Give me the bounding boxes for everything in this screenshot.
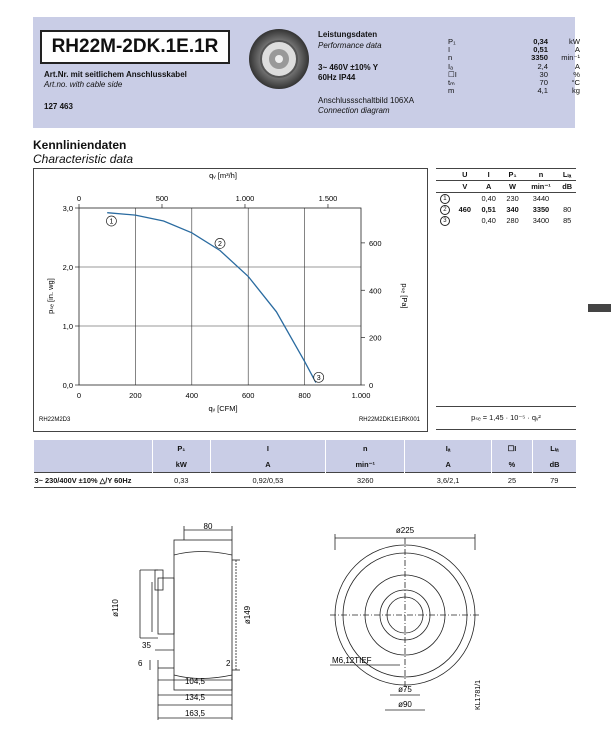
x2-tick-label: 500 xyxy=(155,194,169,203)
spec-sym: tₘ xyxy=(448,78,455,88)
fan-side-outline xyxy=(174,540,232,690)
artnr-de: Art.Nr. mit seitlichem Anschlusskabel xyxy=(44,70,187,79)
y-axis-label: pₛₑ [in. wg] xyxy=(46,278,55,314)
y-tick-label: 1,0 xyxy=(62,322,73,331)
operating-point-label: 1 xyxy=(109,218,114,226)
op-head-u: U xyxy=(462,170,468,179)
elec-unit: dB xyxy=(533,456,577,473)
op-head-i: I xyxy=(487,170,490,179)
cell: 0,40 xyxy=(481,194,496,203)
chart-grid xyxy=(79,208,361,385)
elec-head: Lₗₐ xyxy=(533,440,577,456)
spec-unit: kg xyxy=(571,86,580,96)
characteristic-chart xyxy=(33,168,427,430)
x-tick-label: 400 xyxy=(185,391,199,400)
dim-2: 2 xyxy=(226,659,231,668)
cell: 280 xyxy=(506,216,519,225)
cell: 0,33 xyxy=(153,473,211,488)
point-marker: 1 xyxy=(440,194,450,204)
cell: 230 xyxy=(506,194,519,203)
dim-d75: ø75 xyxy=(398,685,412,694)
cell: 0,40 xyxy=(481,216,496,225)
elec-unit xyxy=(34,456,153,473)
conn-en: Connection diagram xyxy=(318,106,390,115)
cell xyxy=(454,215,476,226)
spec-val: 30 xyxy=(539,69,548,79)
spec-val: 3350 xyxy=(531,53,548,63)
spec-row xyxy=(448,79,580,87)
cell: 3,6/2,1 xyxy=(405,473,492,488)
spec-val: 0,51 xyxy=(533,45,548,55)
perf-en: Performance data xyxy=(318,41,382,50)
dimension-drawing xyxy=(100,520,500,725)
section-title-de: Kennliniendaten xyxy=(33,138,127,152)
elec-unit: kW xyxy=(153,456,211,473)
y2-tick-label: 600 xyxy=(369,238,382,248)
table-row xyxy=(436,193,576,205)
spec-sym: ☐I xyxy=(448,69,457,79)
x-tick-label: 1.000 xyxy=(351,391,371,400)
point-marker: 3 xyxy=(440,216,450,226)
operating-point-label: 2 xyxy=(218,241,222,248)
cell: 3350 xyxy=(532,205,550,214)
spec-list xyxy=(448,38,580,95)
cell: 0,92/0,53 xyxy=(210,473,325,488)
elec-unit: % xyxy=(491,456,532,473)
x-tick-label: 600 xyxy=(241,391,255,400)
dim-d110: ø110 xyxy=(111,599,120,617)
x-tick-label: 800 xyxy=(298,391,311,400)
plot-area xyxy=(79,208,361,385)
op-head-l: Lₗₐ xyxy=(562,170,572,179)
spec-val: 2,4 xyxy=(537,61,548,71)
table-row xyxy=(436,204,576,215)
cell: 3~ 230/400V ±10% △/Y 60Hz xyxy=(34,473,153,488)
y-tick-label: 3,0 xyxy=(62,204,73,213)
elec-unit: A xyxy=(210,456,325,473)
cell xyxy=(558,193,576,205)
op-unit-n: min⁻¹ xyxy=(531,182,551,191)
dim-thread: M6,12TIEF xyxy=(332,656,372,665)
spec-unit: % xyxy=(573,69,580,79)
conn-de: Anschlussschaltbild 106XA xyxy=(318,96,415,105)
model-title: RH22M-2DK.1E.1R xyxy=(40,30,230,64)
op-unit-u: V xyxy=(462,182,468,191)
op-head-n: n xyxy=(538,170,544,179)
spec-row xyxy=(448,87,580,95)
op-unit-p: W xyxy=(509,182,517,191)
elec-head: ☐I xyxy=(491,440,532,456)
x2-axis-label: qᵥ [m³/h] xyxy=(209,171,237,180)
spec-val: 0,34 xyxy=(533,37,548,46)
op-unit-l: dB xyxy=(562,182,573,191)
x-tick-label: 200 xyxy=(129,391,142,400)
chart-footer-right: RH22M2DK1E1RK001 xyxy=(358,417,420,423)
motor-outline xyxy=(158,578,174,634)
cell: 85 xyxy=(563,216,572,225)
spec-val: 70 xyxy=(539,78,548,88)
perf-de: Leistungsdaten xyxy=(318,30,378,39)
dim-d90: ø90 xyxy=(398,700,412,709)
elec-head xyxy=(34,440,153,456)
dim-35: 35 xyxy=(142,641,151,650)
elec-head: n xyxy=(326,440,405,456)
spec-unit: °C xyxy=(571,78,580,88)
spec-sym: Iₐ xyxy=(448,61,453,71)
x2-tick-label: 1.500 xyxy=(318,194,338,203)
series-curve xyxy=(107,213,316,383)
y2-tick-label: 200 xyxy=(369,333,382,343)
section-title-en: Characteristic data xyxy=(33,152,134,166)
elec-unit: A xyxy=(405,456,492,473)
y-tick-label: 2,0 xyxy=(62,263,73,272)
x-axis-label: qᵥ [CFM] xyxy=(208,404,238,413)
cell: 3400 xyxy=(532,216,550,225)
operating-point-label: 3 xyxy=(316,374,321,382)
spec-sym: m xyxy=(448,86,455,96)
cell: 3440 xyxy=(532,194,550,203)
dim-80: 80 xyxy=(203,522,213,531)
x-tick-label: 0 xyxy=(76,391,82,400)
cell: 80 xyxy=(563,205,572,214)
spec-sym: I xyxy=(448,45,451,55)
fan-image xyxy=(246,26,312,92)
dim-134-5: 134,5 xyxy=(184,693,206,702)
spec-row xyxy=(448,54,580,62)
dim-d225: ø225 xyxy=(395,526,415,535)
spec-unit: kW xyxy=(569,37,580,46)
elec-head: P₁ xyxy=(153,440,211,456)
spec-row xyxy=(448,71,580,79)
table-row xyxy=(436,215,576,226)
frequency: 60Hz IP44 xyxy=(318,73,356,82)
elec-unit: min⁻¹ xyxy=(326,456,405,473)
chart-footer-left: RH22M2D3 xyxy=(39,417,71,423)
formula: pₛₑ = 1,45 · 10⁻⁵ · qᵥ² xyxy=(436,406,576,430)
cell: 460 xyxy=(458,205,472,214)
spec-unit: A xyxy=(574,45,580,55)
spec-unit: min⁻¹ xyxy=(561,53,580,63)
spec-sym: n xyxy=(448,53,453,63)
op-head-p: P₁ xyxy=(508,170,517,179)
voltage: 3~ 460V ±10% Y xyxy=(318,63,379,72)
drawing-code: KL1781/1 xyxy=(475,680,482,710)
y2-tick-label: 0 xyxy=(369,381,374,390)
elec-head: Iₐ xyxy=(405,440,492,456)
cell: 25 xyxy=(491,473,532,488)
cell xyxy=(454,193,476,205)
operating-points-table xyxy=(436,168,576,226)
electrical-table xyxy=(33,440,576,488)
y-tick-label: 0,0 xyxy=(62,381,73,390)
spec-unit: A xyxy=(574,61,580,71)
spec-sym: P₁ xyxy=(448,37,456,46)
spec-val: 4,1 xyxy=(537,86,548,96)
point-marker: 2 xyxy=(440,205,450,215)
cell: 3260 xyxy=(326,473,405,488)
x2-tick-label: 0 xyxy=(76,194,82,203)
dim-163-5: 163,5 xyxy=(184,709,206,718)
artnr-en: Art.no. with cable side xyxy=(44,80,123,89)
page-tab-marker xyxy=(588,304,611,312)
y2-tick-label: 400 xyxy=(369,286,382,296)
cell: 79 xyxy=(533,473,577,488)
dim-104-5: 104,5 xyxy=(184,677,206,686)
cell: 0,51 xyxy=(481,205,496,214)
cell: 340 xyxy=(506,205,519,214)
article-number: 127 463 xyxy=(44,102,73,111)
spec-row xyxy=(448,38,580,46)
dim-d149: ø149 xyxy=(243,605,252,625)
y2-axis-label: pₛₑ [Pa] xyxy=(400,283,409,309)
dim-6: 6 xyxy=(138,659,143,668)
x2-tick-label: 1.000 xyxy=(235,194,255,203)
table-row xyxy=(34,473,577,488)
elec-head: I xyxy=(210,440,325,456)
op-unit-i: A xyxy=(486,182,492,191)
spec-row xyxy=(448,46,580,54)
spec-row xyxy=(448,63,580,71)
